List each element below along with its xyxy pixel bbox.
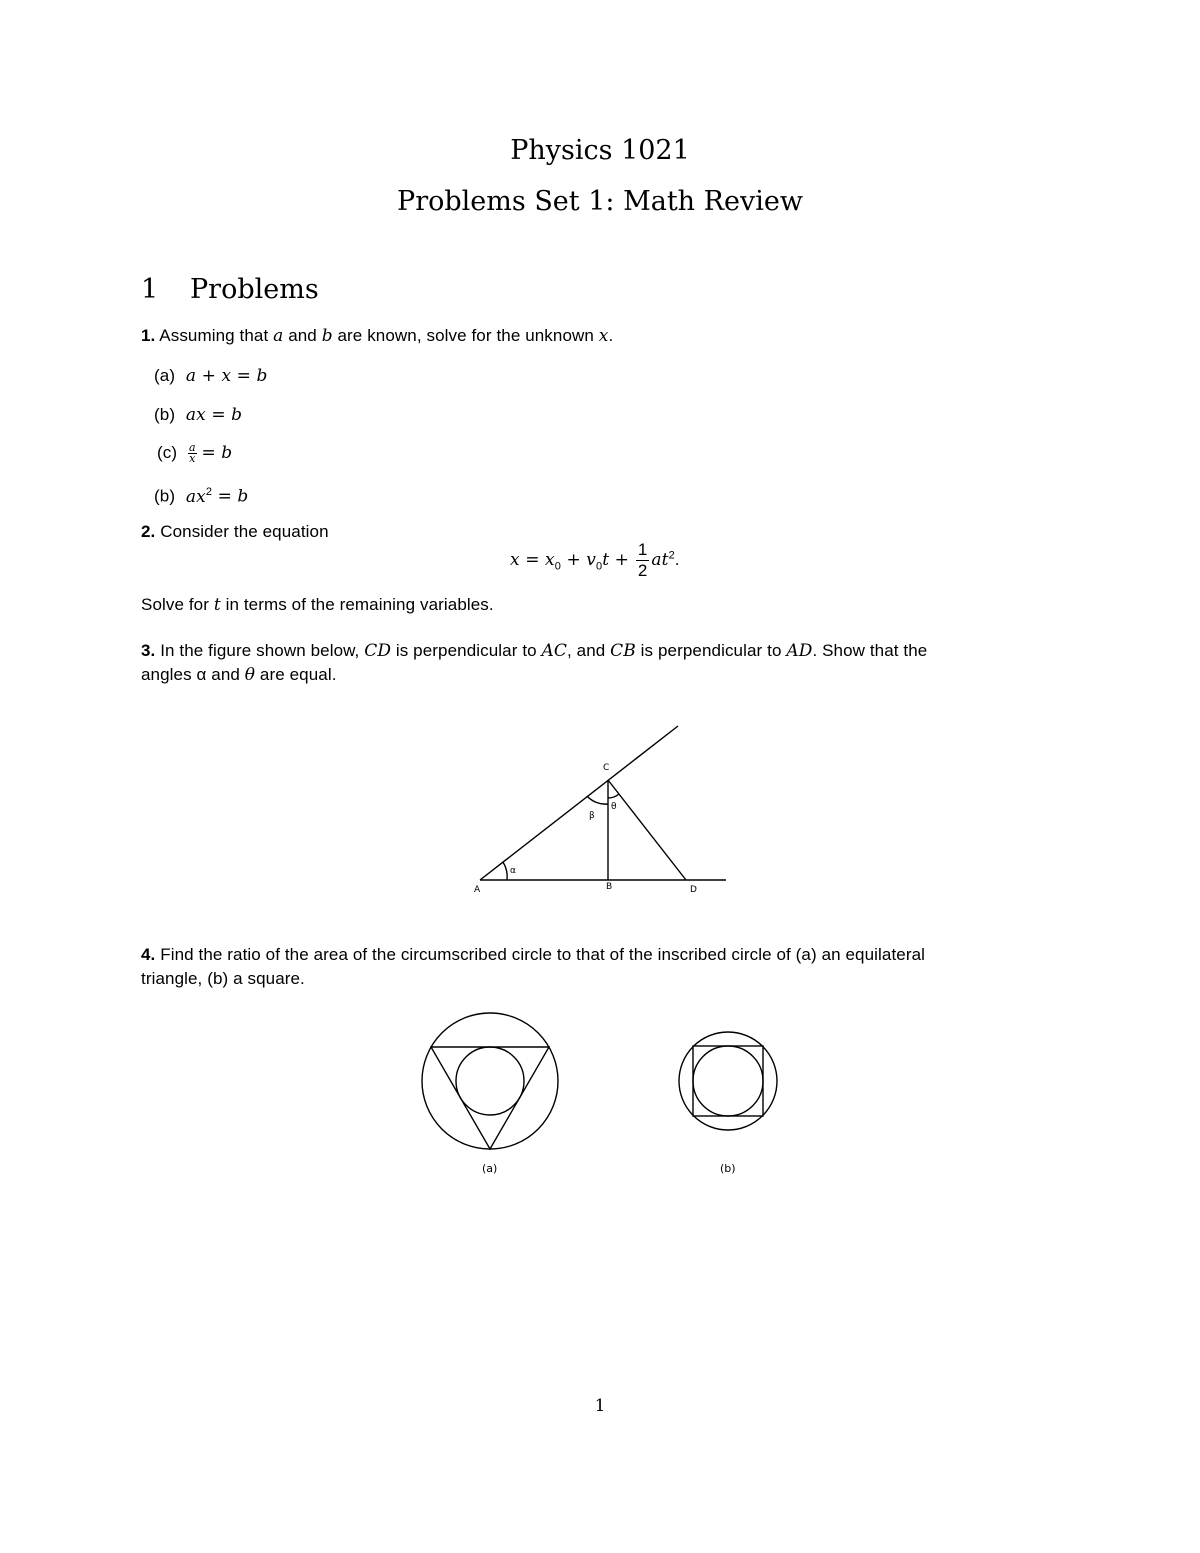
equation: a + x = b bbox=[185, 366, 268, 386]
subscript: 0 bbox=[596, 560, 603, 573]
var-x: x bbox=[598, 326, 609, 346]
caption-a: (a) bbox=[482, 1162, 498, 1175]
problem-3-text: . Show that the bbox=[812, 641, 928, 660]
problem-1-text: and bbox=[283, 326, 322, 345]
problem-2-text: in terms of the remaining variables. bbox=[220, 595, 494, 614]
problem-3-text: are equal. bbox=[255, 665, 337, 684]
problem-1-number: 1. bbox=[141, 326, 156, 345]
document-subtitle: Problems Set 1: Math Review bbox=[397, 186, 803, 217]
part-label: (b) bbox=[154, 486, 176, 506]
equation: ax = b bbox=[185, 405, 243, 425]
var-b: b bbox=[321, 326, 333, 346]
problem-1-text: are known, solve for the unknown bbox=[332, 326, 599, 345]
part-label: (b) bbox=[154, 405, 176, 424]
equation: = b bbox=[212, 486, 249, 507]
problem-4-text: Find the ratio of the area of the circumscribed circle to that of the inscribed circle of (a) an equilateral bbox=[155, 945, 926, 964]
part-label: (c) bbox=[157, 443, 178, 462]
exponent: 2 bbox=[668, 549, 675, 562]
document-title: Physics 1021 bbox=[510, 135, 690, 166]
label-theta: θ bbox=[611, 802, 617, 812]
label-beta: β bbox=[589, 811, 595, 821]
problem-3-text: In the figure shown below, bbox=[155, 641, 365, 660]
problem-4-number: 4. bbox=[141, 945, 156, 964]
page-number: 1 bbox=[594, 1396, 606, 1416]
equilateral-triangle bbox=[431, 1047, 549, 1149]
problem-2-text: Consider the equation bbox=[160, 522, 329, 541]
label-c: C bbox=[603, 763, 610, 773]
equation: = b bbox=[201, 443, 233, 463]
problem-1-text: . bbox=[608, 326, 614, 345]
segment-cb: CB bbox=[610, 641, 636, 661]
numerator: a bbox=[188, 441, 196, 455]
denominator: x bbox=[189, 452, 196, 466]
subscript: 0 bbox=[554, 560, 561, 573]
segment-ad: AD bbox=[786, 641, 813, 661]
equation-period: . bbox=[674, 549, 680, 569]
equation-lhs: x = x bbox=[510, 549, 555, 570]
section-title: Problems bbox=[190, 274, 319, 305]
problem-3-text: is perpendicular to bbox=[635, 641, 787, 660]
problem-4-line-2: triangle, (b) a square. bbox=[141, 969, 305, 988]
circumscribed-circle-a bbox=[422, 1013, 558, 1149]
exponent: 2 bbox=[205, 486, 213, 498]
var-a: a bbox=[273, 326, 284, 346]
inscribed-circle-b bbox=[693, 1046, 763, 1116]
segment-cd: CD bbox=[364, 641, 392, 661]
var-t: t bbox=[213, 595, 221, 615]
problem-2-text: Solve for bbox=[141, 595, 214, 614]
var-theta: θ bbox=[244, 665, 256, 685]
equation-term: at bbox=[651, 549, 669, 570]
numerator: 1 bbox=[637, 540, 648, 559]
caption-b: (b) bbox=[720, 1162, 736, 1175]
problem-3-text: angles α and bbox=[141, 665, 245, 684]
label-alpha: α bbox=[510, 866, 516, 876]
label-b: B bbox=[606, 882, 613, 892]
segment-ac: AC bbox=[541, 641, 568, 661]
problem-2-number: 2. bbox=[141, 522, 156, 541]
label-a: A bbox=[474, 885, 481, 895]
equation-term: + v bbox=[560, 549, 597, 570]
problem-3-text: is perpendicular to bbox=[391, 641, 542, 660]
problem-3-text: , and bbox=[567, 641, 611, 660]
inscribed-circle-a bbox=[456, 1047, 524, 1115]
equation-term: t + bbox=[602, 549, 630, 570]
denominator: 2 bbox=[637, 561, 648, 580]
part-label: (a) bbox=[154, 366, 176, 385]
problem-1-text: Assuming that bbox=[159, 326, 274, 345]
problem-3-number: 3. bbox=[141, 641, 156, 660]
section-number: 1 bbox=[141, 274, 159, 305]
label-d: D bbox=[690, 885, 697, 895]
equation: ax bbox=[185, 486, 206, 507]
